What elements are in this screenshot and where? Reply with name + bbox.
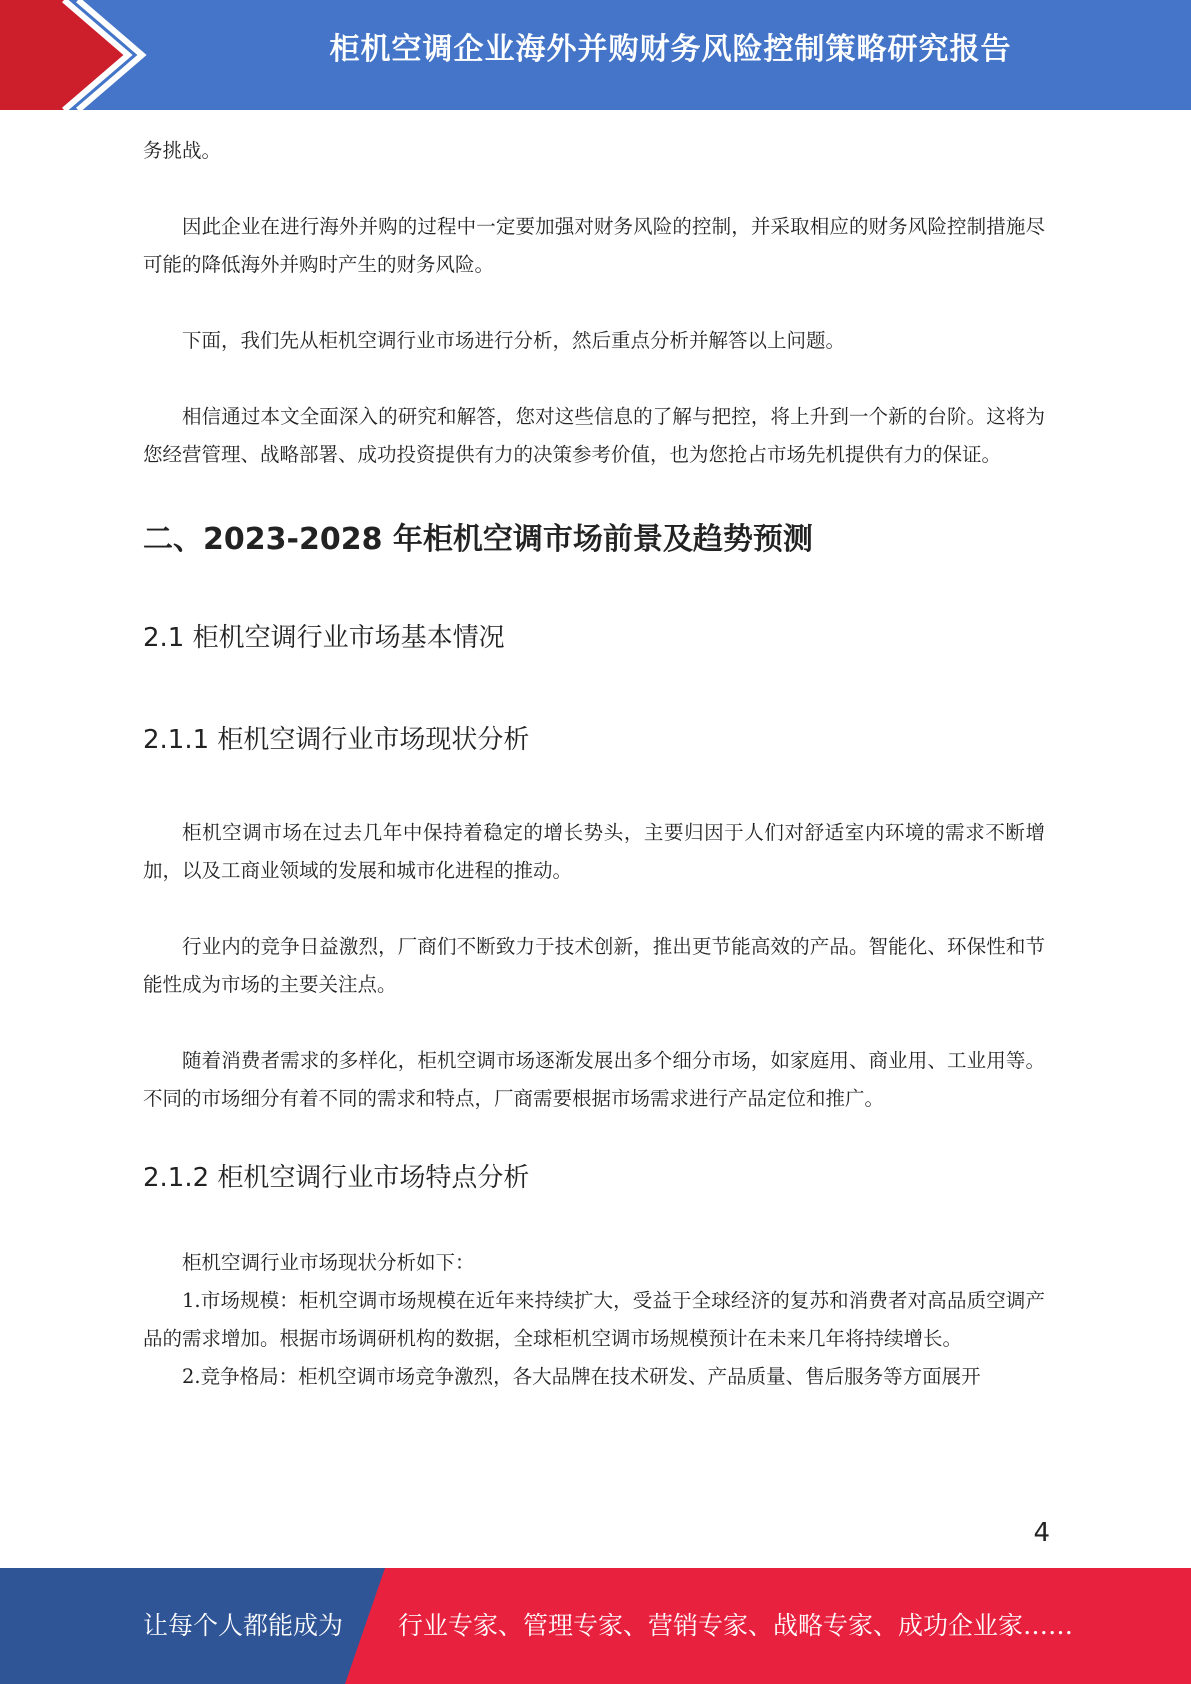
paragraph: 因此企业在进行海外并购的过程中一定要加强对财务风险的控制，并采取相应的财务风险控制措施尽可能的降低海外并购时产生的财务风险。 — [143, 215, 1045, 276]
paragraph: 随着消费者需求的多样化，柜机空调市场逐渐发展出多个细分市场，如家庭用、商业用、工业用等。不同的市场细分有着不同的需求和特点，厂商需要根据市场需求进行产品定位和推广。 — [143, 1049, 1045, 1110]
paragraph: 务挑战。 — [143, 139, 222, 162]
report-title: 柜机空调企业海外并购财务风险控制策略研究报告 — [329, 32, 1012, 67]
subsection-heading: 2.1.2 柜机空调行业市场特点分析 — [143, 1163, 530, 1193]
page-number: 4 — [1033, 1518, 1050, 1548]
header-banner — [0, 0, 1191, 110]
subsection-heading: 2.1 柜机空调行业市场基本情况 — [143, 623, 505, 653]
paragraph: 2.竞争格局：柜机空调市场竞争激烈，各大品牌在技术研发、产品质量、售后服务等方面展开 — [182, 1365, 981, 1388]
footer-slogan-right: 行业专家、管理专家、营销专家、战略专家、成功企业家…… — [398, 1611, 1074, 1640]
section-heading: 二、2023-2028 年柜机空调市场前景及趋势预测 — [143, 522, 813, 557]
paragraph: 1.市场规模：柜机空调市场规模在近年来持续扩大，受益于全球经济的复苏和消费者对高品质空调产品的需求增加。根据市场调研机构的数据，全球柜机空调市场规模预计在未来几年将持续增长。 — [143, 1289, 1045, 1350]
footer-slogan-left: 让每个人都能成为 — [143, 1611, 344, 1640]
paragraph: 行业内的竞争日益激烈，厂商们不断致力于技术创新，推出更节能高效的产品。智能化、环保性和节能性成为市场的主要关注点。 — [143, 935, 1045, 996]
paragraph: 下面，我们先从柜机空调行业市场进行分析，然后重点分析并解答以上问题。 — [182, 329, 846, 352]
footer-banner — [0, 1568, 1191, 1684]
paragraph: 柜机空调市场在过去几年中保持着稳定的增长势头，主要归因于人们对舒适室内环境的需求不断增加，以及工商业领域的发展和城市化进程的推动。 — [143, 821, 1045, 882]
paragraph: 柜机空调行业市场现状分析如下： — [182, 1251, 475, 1274]
page-content — [143, 132, 1045, 1396]
paragraph: 相信通过本文全面深入的研究和解答，您对这些信息的了解与把控，将上升到一个新的台阶。这将为您经营管理、战略部署、成功投资提供有力的决策参考价值，也为您抢占市场先机提供有力的保证。 — [143, 405, 1045, 466]
subsection-heading: 2.1.1 柜机空调行业市场现状分析 — [143, 725, 530, 755]
